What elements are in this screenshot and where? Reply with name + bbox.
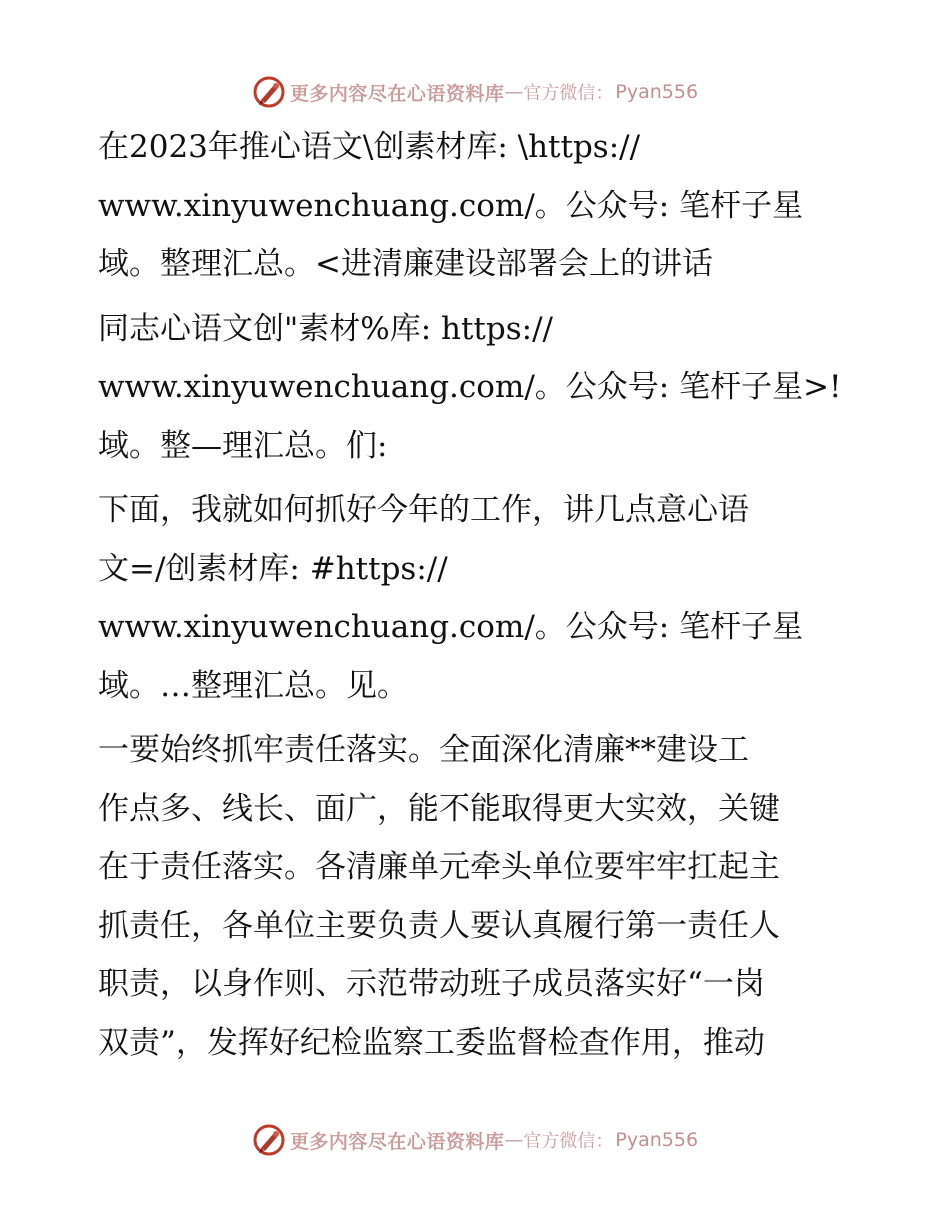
text-line: 抓责任，各单位主要负责人要认真履行第一责任人 bbox=[98, 907, 780, 944]
text-line: 域。整—理汇总。们: bbox=[98, 427, 388, 464]
text-line: 在于责任落实。各清廉单元牵头单位要牢牢扛起主 bbox=[98, 849, 780, 885]
text-line: 职责，以身作则、示范带动班子成员落实好“一岗 bbox=[98, 966, 765, 1002]
banner-wechat-id: Pyan556 bbox=[615, 1129, 699, 1151]
paragraph bbox=[98, 300, 858, 476]
text-line: 作点多、线长、面广，能不能取得更大实效，关键 bbox=[98, 790, 780, 827]
pen-logo-icon bbox=[252, 1123, 286, 1157]
text-line: 域。…整理汇总。见。 bbox=[98, 667, 408, 704]
text-line: www.xinyuwenchuang.com/。公众号: 笔杆子星>! bbox=[98, 369, 842, 405]
text-line: 下面，我就如何抓好今年的工作，讲几点意心语 bbox=[98, 492, 749, 528]
paragraph bbox=[98, 118, 858, 294]
paragraph bbox=[98, 481, 858, 715]
text-line: 同志心语文创"素材%库: https:// bbox=[98, 310, 553, 347]
banner-text: 更多内容尽在心语资料库 bbox=[289, 1130, 505, 1153]
text-line: 域。整理汇总。<进清廉建设部署会上的讲话 bbox=[98, 246, 713, 282]
banner-separator: — bbox=[504, 81, 524, 103]
banner-text: 更多内容尽在心语资料库 bbox=[289, 82, 505, 105]
text-line: 双责”，发挥好纪检监察工委监督检查作用，推动 bbox=[98, 1024, 765, 1061]
banner-label: 官方微信： bbox=[523, 1131, 614, 1152]
banner-separator: — bbox=[504, 1129, 524, 1151]
paragraph bbox=[98, 721, 858, 1072]
text-line: 文=/创素材库: #https:// bbox=[98, 550, 448, 587]
banner-label: 官方微信： bbox=[523, 83, 614, 104]
text-line: 在2023年推心语文\创素材库: \https:// bbox=[98, 129, 641, 165]
header-banner bbox=[0, 72, 950, 112]
text-line: www.xinyuwenchuang.com/。公众号: 笔杆子星 bbox=[98, 187, 804, 224]
pen-logo-icon bbox=[252, 75, 286, 109]
footer-banner bbox=[0, 1120, 950, 1160]
text-line: www.xinyuwenchuang.com/。公众号: 笔杆子星 bbox=[98, 609, 804, 645]
document-body bbox=[98, 118, 858, 1078]
banner-wechat-id: Pyan556 bbox=[615, 81, 699, 103]
text-line: 一要始终抓牢责任落实。全面深化清廉**建设工 bbox=[98, 732, 749, 768]
